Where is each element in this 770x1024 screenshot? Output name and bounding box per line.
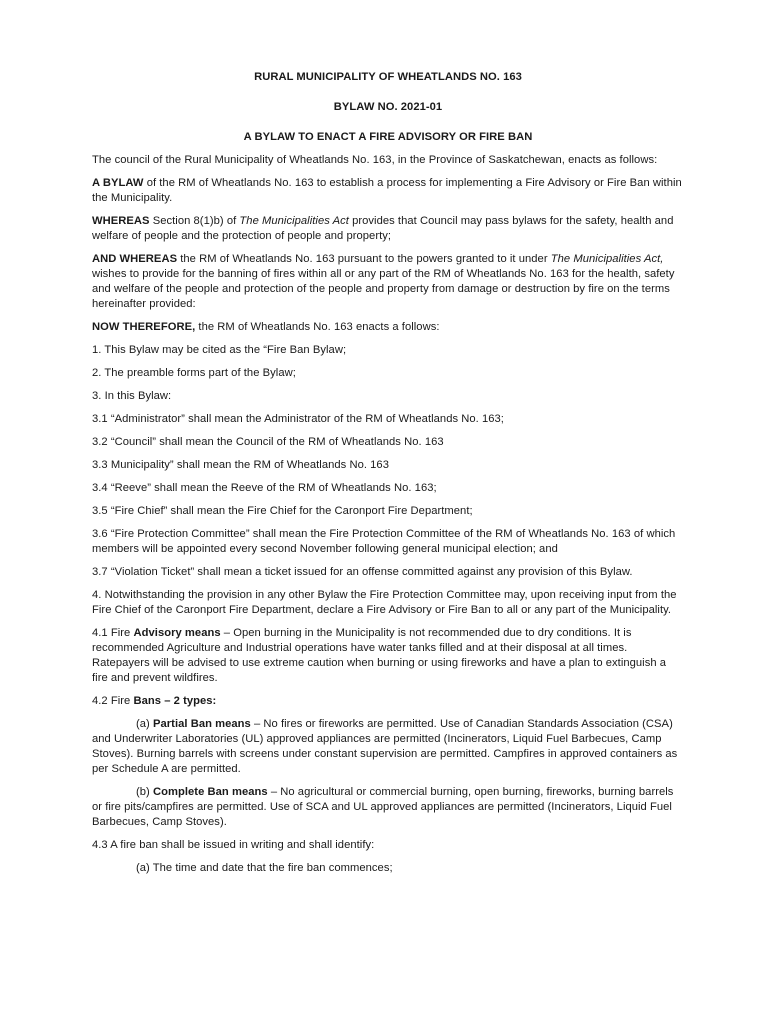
bylaw-lead: A BYLAW <box>92 177 144 189</box>
now-therefore-paragraph <box>92 320 684 335</box>
section-2: 2. The preamble forms part of the Bylaw; <box>92 367 296 379</box>
document-body <box>92 70 684 884</box>
section-4-2-a-term: Partial Ban means <box>152 718 251 730</box>
bylaw-title: A BYLAW TO ENACT A FIRE ADVISORY OR FIRE BAN <box>243 131 533 143</box>
section-4-2-b-text: – No agricultural or commercial burning, open burning, fireworks, burning barrels or fire pits/campfires are permitted. Use of SCA and UL approved appliances are permitted (Incinerators, Liquid Fuel Barbecues, Camp Stoves). <box>92 786 674 828</box>
and-whereas-act: The Municipalities Act, <box>550 253 664 265</box>
section-4-2-b <box>92 785 684 830</box>
section-4-2-a <box>92 717 684 777</box>
intro-paragraph: The council of the Rural Municipality of Wheatlands No. 163, in the Province of Saskatchewan, enacts as follows: <box>92 154 658 166</box>
bylaw-number: BYLAW NO. 2021-01 <box>333 101 443 113</box>
whereas-post: provides that Council may pass bylaws for the safety, health and welfare of people and the protection of people and property; <box>92 215 674 242</box>
section-3-7: 3.7 “Violation Ticket” shall mean a ticket issued for an offense committed against any provision of this Bylaw. <box>92 566 633 578</box>
section-4-2 <box>92 694 684 709</box>
section-4-1-text: – Open burning in the Municipality is not recommended due to dry conditions. It is recommended Agriculture and Industrial operations have water tanks filled and at their disposal at all times. Ratepayers will be advised to use extreme caution when burning or using fireworks and have a plan to extinguish a fire and prevent wildfires. <box>92 627 667 684</box>
section-3-2: 3.2 “Council” shall mean the Council of the RM of Wheatlands No. 163 <box>92 436 444 448</box>
section-1: 1. This Bylaw may be cited as the “Fire Ban Bylaw; <box>92 344 347 356</box>
section-4-2-a-text: – No fires or fireworks are permitted. Use of Canadian Standards Association (CSA) and Underwriter Laboratories (UL) approved appliances are permitted (Incinerators, Liquid Fuel Barbecues, Camp Stoves). Burning barrels with screens under constant supervision are permitted. Campfires in approved containers as per Schedule A are permitted. <box>92 718 678 775</box>
section-4-2-b-term: Complete Ban means <box>152 786 268 798</box>
section-4-2-b-pre: (b) <box>136 786 153 798</box>
section-3-5: 3.5 “Fire Chief” shall mean the Fire Chief for the Caronport Fire Department; <box>92 505 473 517</box>
bylaw-purpose-text: of the RM of Wheatlands No. 163 to establish a process for implementing a Fire Advisory or Fire Ban within the Municipality. <box>92 177 682 204</box>
and-whereas-paragraph <box>92 252 684 312</box>
section-4-1 <box>92 626 684 686</box>
whereas-paragraph <box>92 214 684 244</box>
whereas-lead: WHEREAS <box>92 215 150 227</box>
now-therefore-text: the RM of Wheatlands No. 163 enacts a follows: <box>195 321 440 333</box>
section-4-1-term: Advisory means <box>133 627 221 639</box>
section-4-3: 4.3 A fire ban shall be issued in writing and shall identify: <box>92 839 375 851</box>
section-4-1-pre: 4.1 Fire <box>92 627 134 639</box>
bylaw-purpose-paragraph <box>92 176 684 206</box>
whereas-pre: Section 8(1)b) of <box>149 215 240 227</box>
municipality-title: RURAL MUNICIPALITY OF WHEATLANDS NO. 163 <box>254 71 522 83</box>
section-3: 3. In this Bylaw: <box>92 390 172 402</box>
whereas-act: The Municipalities Act <box>239 215 349 227</box>
and-whereas-lead: AND WHEREAS <box>92 253 178 265</box>
section-3-1: 3.1 “Administrator” shall mean the Administrator of the RM of Wheatlands No. 163; <box>92 413 504 425</box>
section-4-2-a-pre: (a) <box>136 718 153 730</box>
section-3-6: 3.6 “Fire Protection Committee” shall mean the Fire Protection Committee of the RM of Wheatlands No. 163 of which members will be appointed every second November following general municipal election; and <box>92 528 676 555</box>
and-whereas-post: wishes to provide for the banning of fires within all or any part of the RM of Wheatlands No. 163 for the health, safety and welfare of the people and protection of the people and property from damage or destruction by fire on the terms hereinafter provided: <box>92 268 675 310</box>
section-4: 4. Notwithstanding the provision in any other Bylaw the Fire Protection Committee may, upon receiving input from the Fire Chief of the Caronport Fire Department, declare a Fire Advisory or Fire Ban to all or any part of the Municipality. <box>92 589 677 616</box>
section-3-3: 3.3 Municipality” shall mean the RM of Wheatlands No. 163 <box>92 459 389 471</box>
section-4-2-term: Bans – 2 types: <box>133 695 217 707</box>
now-therefore-lead: NOW THEREFORE, <box>92 321 196 333</box>
section-3-4: 3.4 “Reeve” shall mean the Reeve of the RM of Wheatlands No. 163; <box>92 482 437 494</box>
and-whereas-pre: the RM of Wheatlands No. 163 pursuant to the powers granted to it under <box>177 253 551 265</box>
section-4-3-a: (a) The time and date that the fire ban commences; <box>136 862 393 874</box>
section-4-2-pre: 4.2 Fire <box>92 695 134 707</box>
